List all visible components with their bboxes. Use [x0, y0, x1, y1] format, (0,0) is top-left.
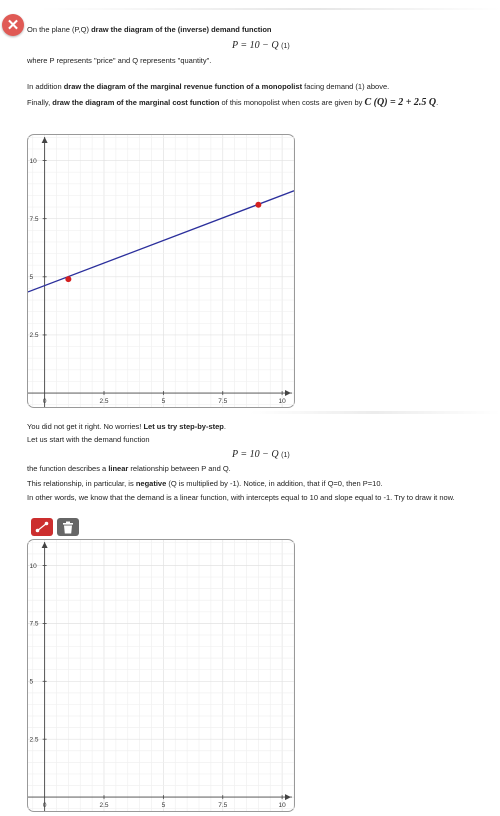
chart-2-y-tick-label: 10	[29, 562, 37, 570]
chart-1-x-tick-label: 5	[161, 398, 166, 406]
chart-2-x-tick-label: 7.5	[218, 802, 228, 810]
chart-2-x-tick-label: 0	[42, 802, 47, 810]
problem-line-4: Finally, draw the diagram of the marginal cost function of this monopolist when costs are given by C (Q) = 2 + 2.5 Q.	[27, 97, 439, 108]
top-divider	[40, 8, 500, 10]
section-divider	[250, 411, 500, 414]
chart-1-marked-point	[255, 202, 261, 208]
feedback-line-1: You did not get it right. No worries! Let us try step-by-step.	[27, 422, 226, 431]
chart-1-frame[interactable]	[27, 134, 295, 408]
chart-2-y-tick-label: 2.5	[29, 736, 39, 744]
chart-2-y-axis-arrow	[42, 542, 48, 548]
chart-2-x-tick-label: 2.5	[99, 802, 109, 810]
feedback-line-3: the function describes a linear relationship between P and Q.	[27, 464, 231, 473]
chart-1-y-tick-label: 7.5	[29, 215, 39, 223]
chart-2-y-tick-label: 5	[29, 678, 34, 686]
chart-2-x-tick-label: 10	[278, 802, 286, 810]
chart-2-x-axis-arrow	[285, 794, 291, 800]
chart-1-y-axis-arrow	[42, 137, 48, 143]
problem-line-3: In addition draw the diagram of the marginal revenue function of a monopolist facing demand (1) above.	[27, 82, 390, 91]
chart-1-marked-point	[65, 276, 71, 282]
chart-2[interactable]	[28, 540, 294, 811]
trash-icon	[62, 521, 74, 534]
line-tool-button[interactable]	[31, 518, 53, 536]
problem-line-1: On the plane (P,Q) draw the diagram of the (inverse) demand function	[27, 25, 272, 34]
feedback-formula: P = 10 − Q (1)	[232, 449, 290, 460]
feedback-line-4: This relationship, in particular, is negative (Q is multiplied by -1). Notice, in addition, that if Q=0, then P=10.	[27, 479, 383, 488]
feedback-line-2: Let us start with the demand function	[27, 435, 150, 444]
close-icon[interactable]: ✕	[2, 14, 24, 36]
chart-1-x-tick-label: 10	[278, 398, 286, 406]
chart-1-x-tick-label: 0	[42, 398, 47, 406]
line-draw-icon	[35, 521, 49, 533]
chart-1-x-tick-label: 7.5	[218, 398, 228, 406]
feedback-line-5: In other words, we know that the demand is a linear function, with intercepts equal to 10 and slope equal to -1. Try to draw it now.	[27, 493, 455, 502]
chart-1-y-tick-label: 5	[29, 274, 34, 282]
delete-tool-button[interactable]	[57, 518, 79, 536]
chart-1-y-tick-label: 2.5	[29, 332, 39, 340]
chart-1-x-tick-label: 2.5	[99, 398, 109, 406]
chart-2-y-tick-label: 7.5	[29, 620, 39, 628]
chart-1-x-axis-arrow	[285, 390, 291, 396]
problem-line-2: where P represents "price" and Q represents "quantity".	[27, 56, 212, 65]
demand-formula: P = 10 − Q (1)	[232, 40, 290, 51]
chart-1[interactable]	[28, 135, 294, 407]
chart-2-frame[interactable]	[27, 539, 295, 812]
chart-2-x-tick-label: 5	[161, 802, 166, 810]
chart-1-y-tick-label: 10	[29, 157, 37, 165]
